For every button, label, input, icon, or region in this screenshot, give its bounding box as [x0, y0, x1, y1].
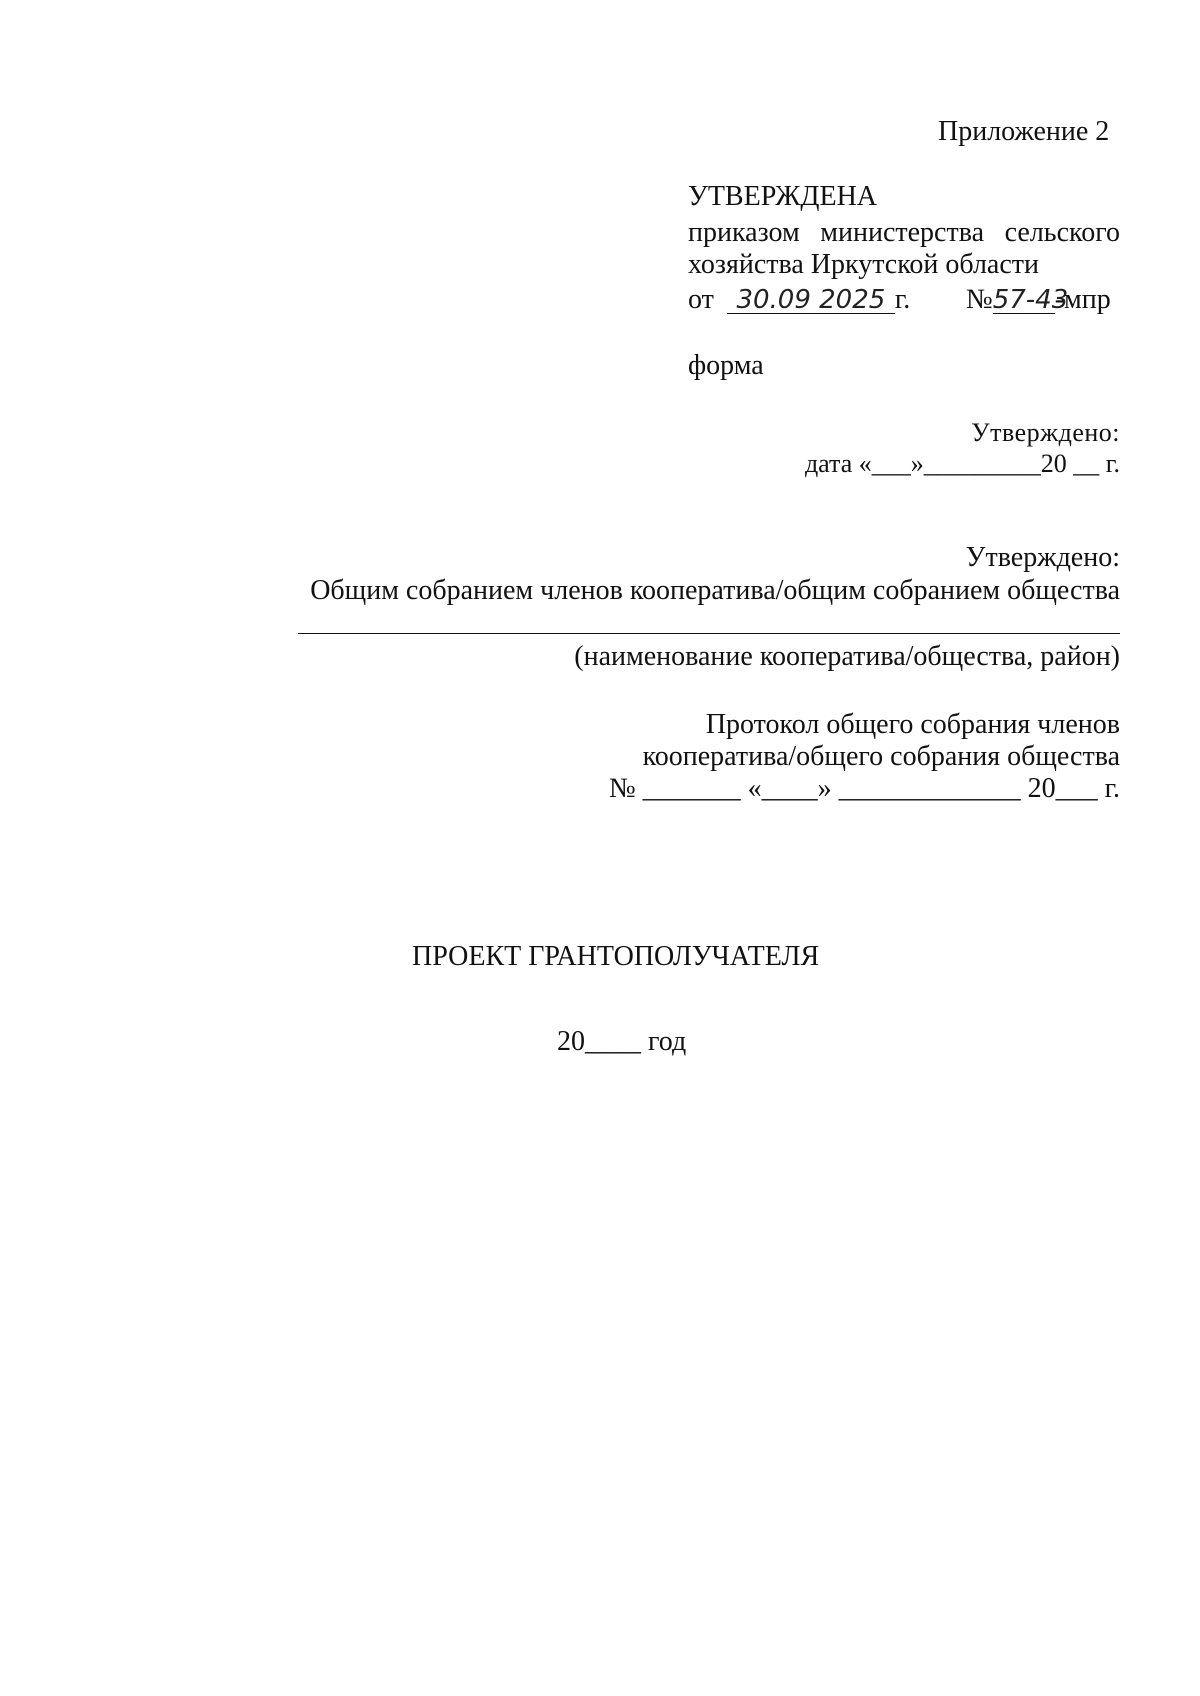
handwritten-number: 57-43 — [992, 285, 1069, 315]
handwritten-date: 30.09 2025 — [727, 287, 895, 314]
approval-date-number-line — [688, 286, 1120, 314]
approval-line-1-word-2: министерства — [820, 217, 985, 248]
organization-name-blank — [298, 633, 1120, 634]
protocol-line-2: кооператива/общего собрания общества — [642, 741, 1120, 772]
number-suffix: -мпр — [1054, 284, 1111, 315]
approval-line-1 — [688, 219, 1120, 247]
project-year-line: 20____ год — [557, 1026, 687, 1057]
meeting-approval-label: Утверждено: — [965, 542, 1120, 573]
protocol-line-1: Протокол общего собрания членов — [705, 709, 1120, 740]
meeting-approval-body: Общим собранием членов кооператива/общим собранием общества — [310, 575, 1120, 606]
approved-date-label: Утверждено: — [971, 418, 1120, 447]
approved-date-line: дата «___»_________20 __ г. — [804, 449, 1120, 478]
date-suffix: г. — [894, 284, 911, 315]
approval-line-2: хозяйства Иркутской области — [688, 249, 1039, 280]
approval-line-1-word-1: приказом — [688, 217, 800, 248]
number-prefix: № — [966, 284, 993, 315]
appendix-label: Приложение 2 — [938, 116, 1110, 147]
protocol-line-3: № _______ «____» _____________ 20___ г. — [608, 773, 1120, 804]
organization-name-caption: (наименование кооператива/общества, район) — [574, 641, 1120, 672]
project-title: ПРОЕКТ ГРАНТОПОЛУЧАТЕЛЯ — [412, 941, 820, 972]
date-prefix: от — [688, 284, 714, 315]
approval-line-1-word-3: сельского — [1004, 217, 1120, 248]
form-label: форма — [688, 350, 764, 381]
approval-heading: УТВЕРЖДЕНА — [688, 181, 878, 212]
